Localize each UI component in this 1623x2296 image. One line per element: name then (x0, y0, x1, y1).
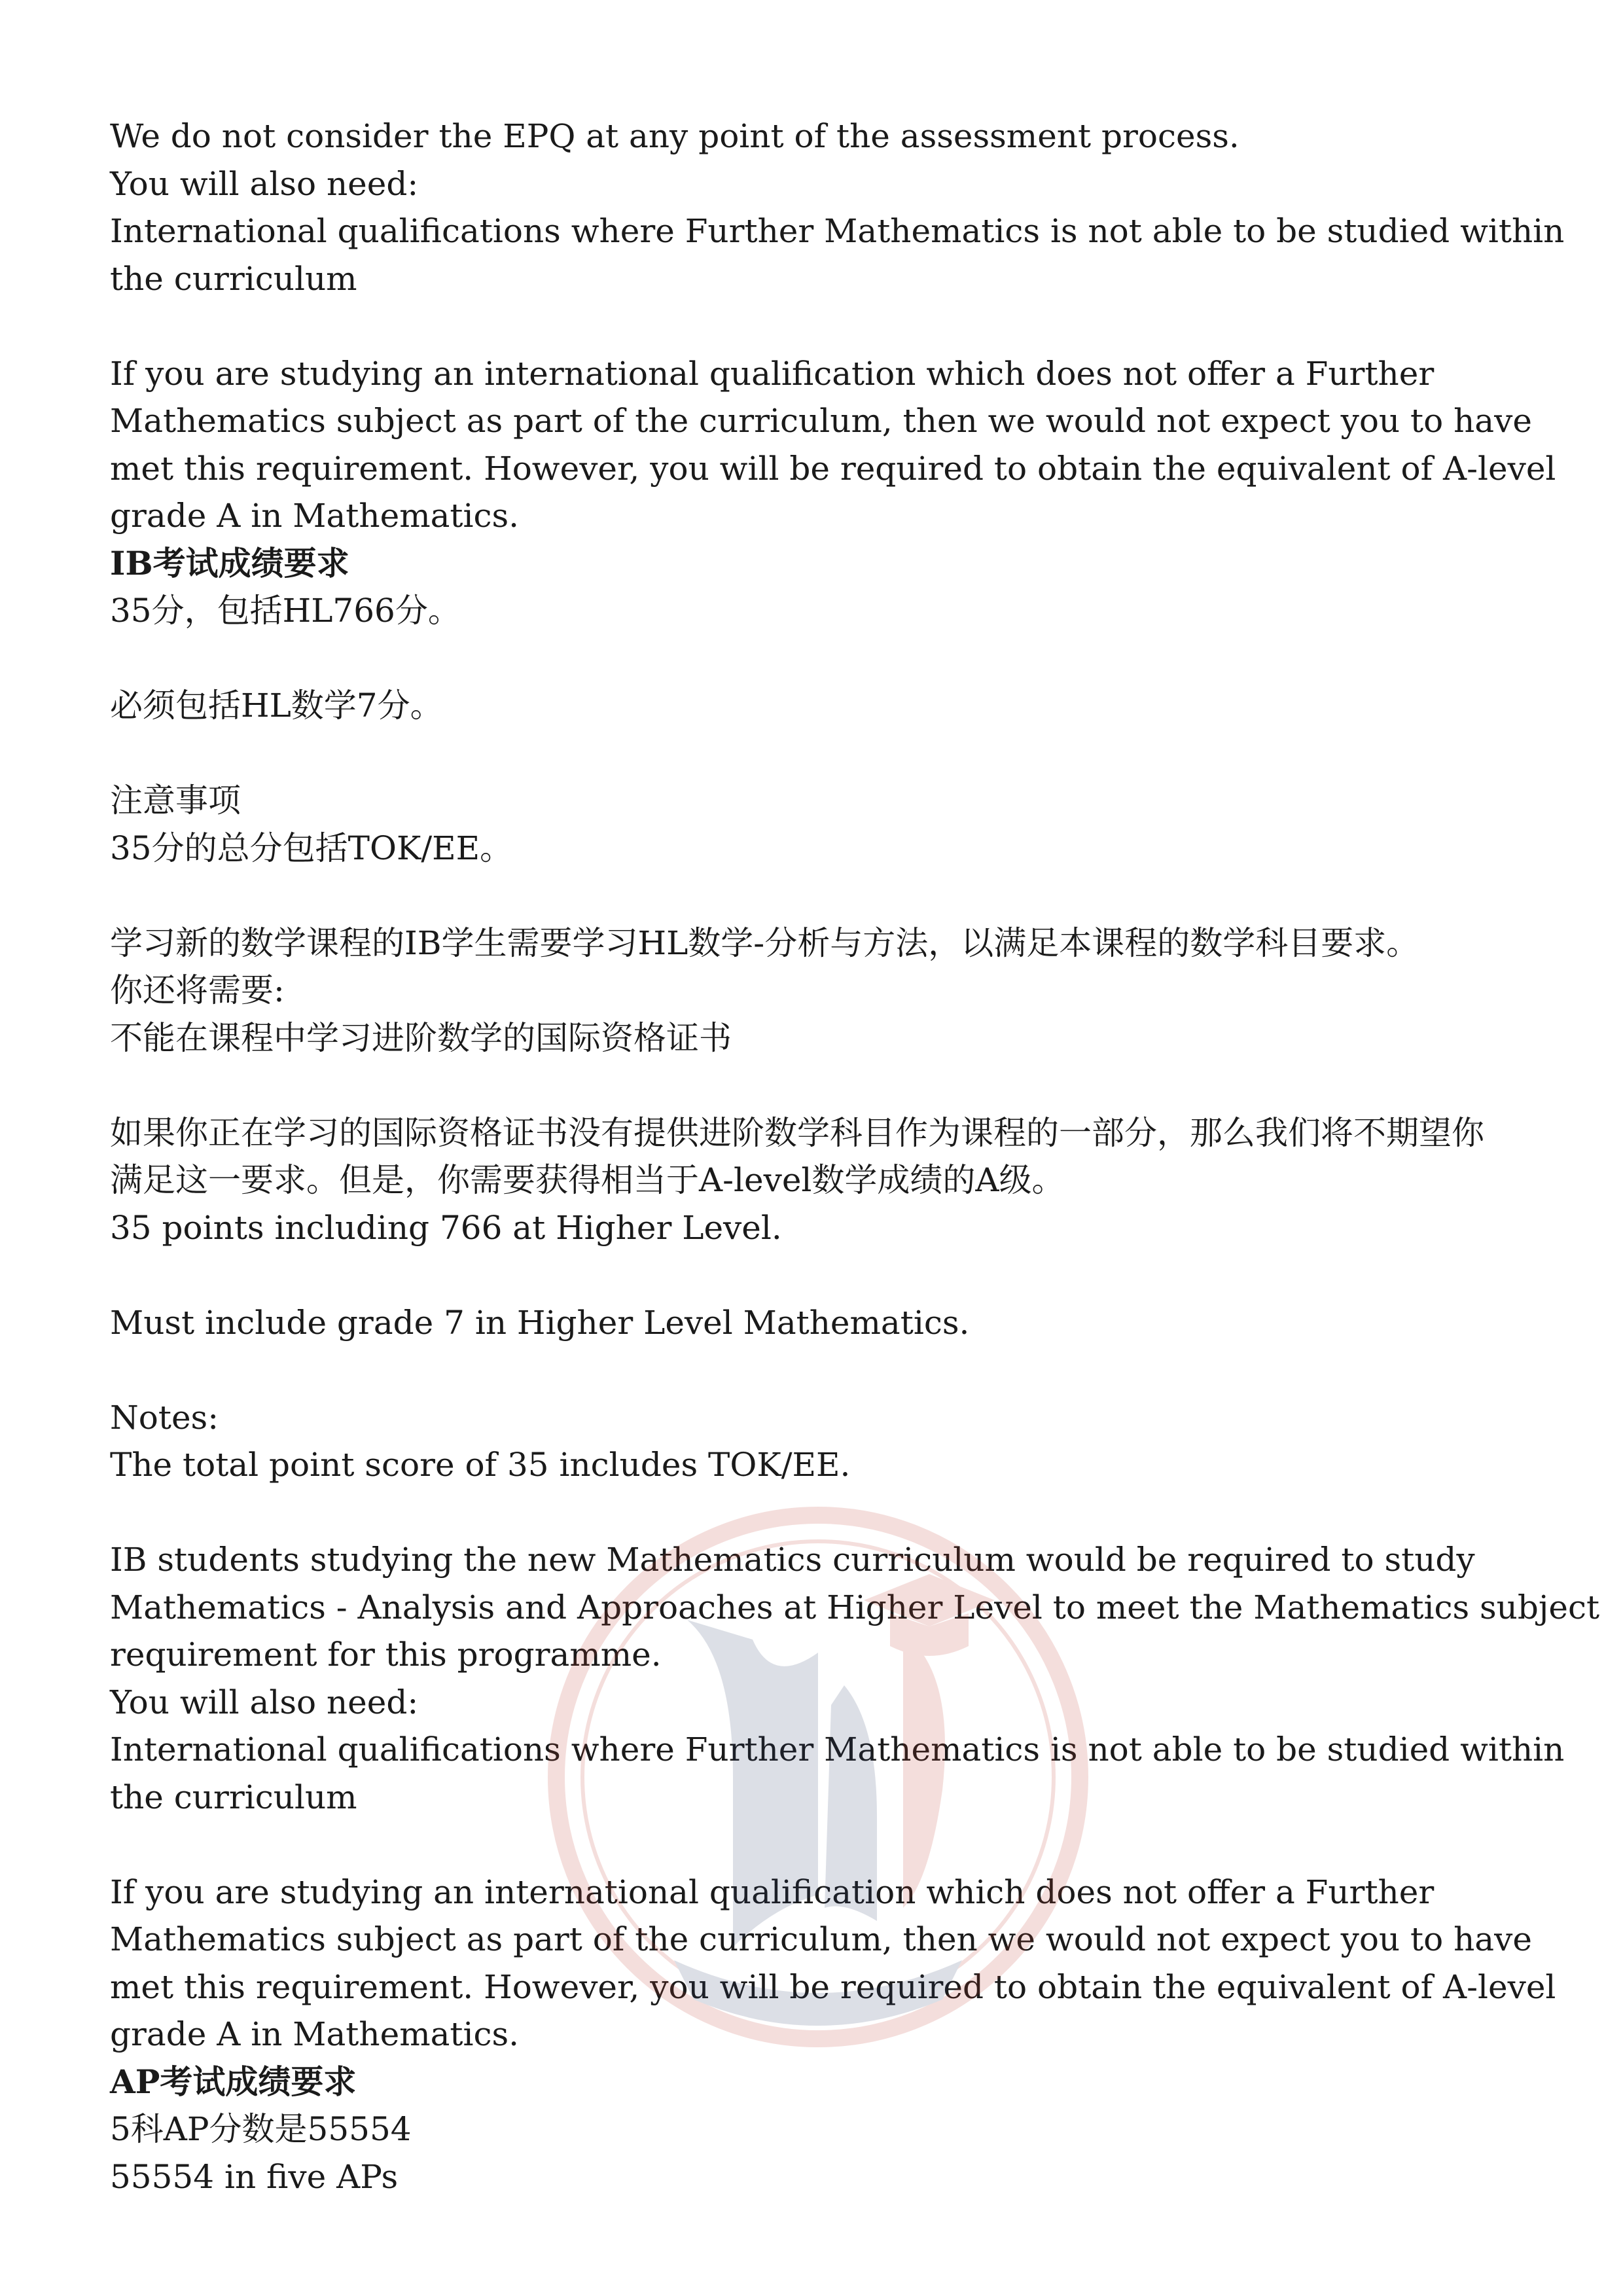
paragraph-line: International qualifications where Further Mathematics is not able to be studied within (110, 212, 1565, 250)
paragraph-line: 你还将需要: (110, 971, 285, 1009)
paragraph-line: You will also need: (110, 1683, 419, 1721)
paragraph-line: 35分，包括HL766分。 (110, 592, 461, 630)
paragraph-line: requirement for this programme. (110, 1636, 662, 1674)
section-heading-ib: IB考试成绩要求 (110, 543, 349, 583)
blank-line (110, 1062, 1537, 1109)
paragraph-line: If you are studying an international qualification which does not offer a Further (110, 354, 1435, 393)
blank-line (110, 1251, 1537, 1299)
paragraph-line: the curriculum (110, 259, 357, 298)
paragraph-line: The total point score of 35 includes TOK/EE. (110, 1446, 851, 1484)
paragraph-line: IB students studying the new Mathematics curriculum would be required to study (110, 1541, 1475, 1579)
paragraph-line: grade A in Mathematics. (110, 2015, 520, 2053)
paragraph-line: Mathematics subject as part of the curriculum, then we would not expect you to have (110, 402, 1532, 440)
blank-line (110, 302, 1537, 350)
blank-line (110, 1346, 1537, 1394)
paragraph-line: the curriculum (110, 1778, 357, 1816)
paragraph-line: met this requirement. However, you will be required to obtain the equivalent of A-level (110, 1967, 1556, 2006)
paragraph-line: 如果你正在学习的国际资格证书没有提供进阶数学科目作为课程的一部分，那么我们将不期望你 (110, 1113, 1484, 1152)
section-heading-ap: AP考试成绩要求 (110, 2062, 357, 2101)
blank-line (110, 1489, 1537, 1537)
paragraph-line: We do not consider the EPQ at any point of the assessment process. (110, 117, 1240, 155)
paragraph-line: grade A in Mathematics. (110, 497, 520, 535)
paragraph-line: 不能在课程中学习进阶数学的国际资格证书 (110, 1018, 732, 1057)
paragraph-line: You will also need: (110, 164, 419, 203)
paragraph-line: 必须包括HL数学7分。 (110, 687, 443, 725)
paragraph-line: Must include grade 7 in Higher Level Mathematics. (110, 1303, 970, 1342)
paragraph-line: 学习新的数学课程的IB学生需要学习HL数学-分析与方法，以满足本课程的数学科目要求。 (110, 924, 1419, 962)
paragraph-line: 满足这一要求。但是，你需要获得相当于A-level数学成绩的A级。 (110, 1161, 1065, 1199)
paragraph-line: Mathematics - Analysis and Approaches at Higher Level to meet the Mathematics subject (110, 1588, 1600, 1626)
paragraph-line: Notes: (110, 1398, 219, 1437)
paragraph-line: 注意事项 (110, 781, 241, 819)
document-body (110, 113, 1600, 2200)
blank-line (110, 872, 1537, 920)
paragraph-line: International qualifications where Further Mathematics is not able to be studied within (110, 1731, 1565, 1768)
paragraph-line: 55554 in five APs (110, 2157, 399, 2196)
paragraph-line: 35分的总分包括TOK/EE。 (110, 829, 513, 867)
blank-line (110, 730, 1537, 778)
paragraph-line: Mathematics subject as part of the curriculum, then we would not expect you to have (110, 1920, 1532, 1958)
blank-line (110, 1821, 1537, 1869)
paragraph-line: 35 points including 766 at Higher Level. (110, 1208, 782, 1247)
paragraph-line: If you are studying an international qualification which does not offer a Further (110, 1873, 1435, 1911)
blank-line (110, 635, 1537, 683)
paragraph-line: 5科AP分数是55554 (110, 2110, 412, 2148)
paragraph-line: met this requirement. However, you will be required to obtain the equivalent of A-level (110, 449, 1556, 488)
